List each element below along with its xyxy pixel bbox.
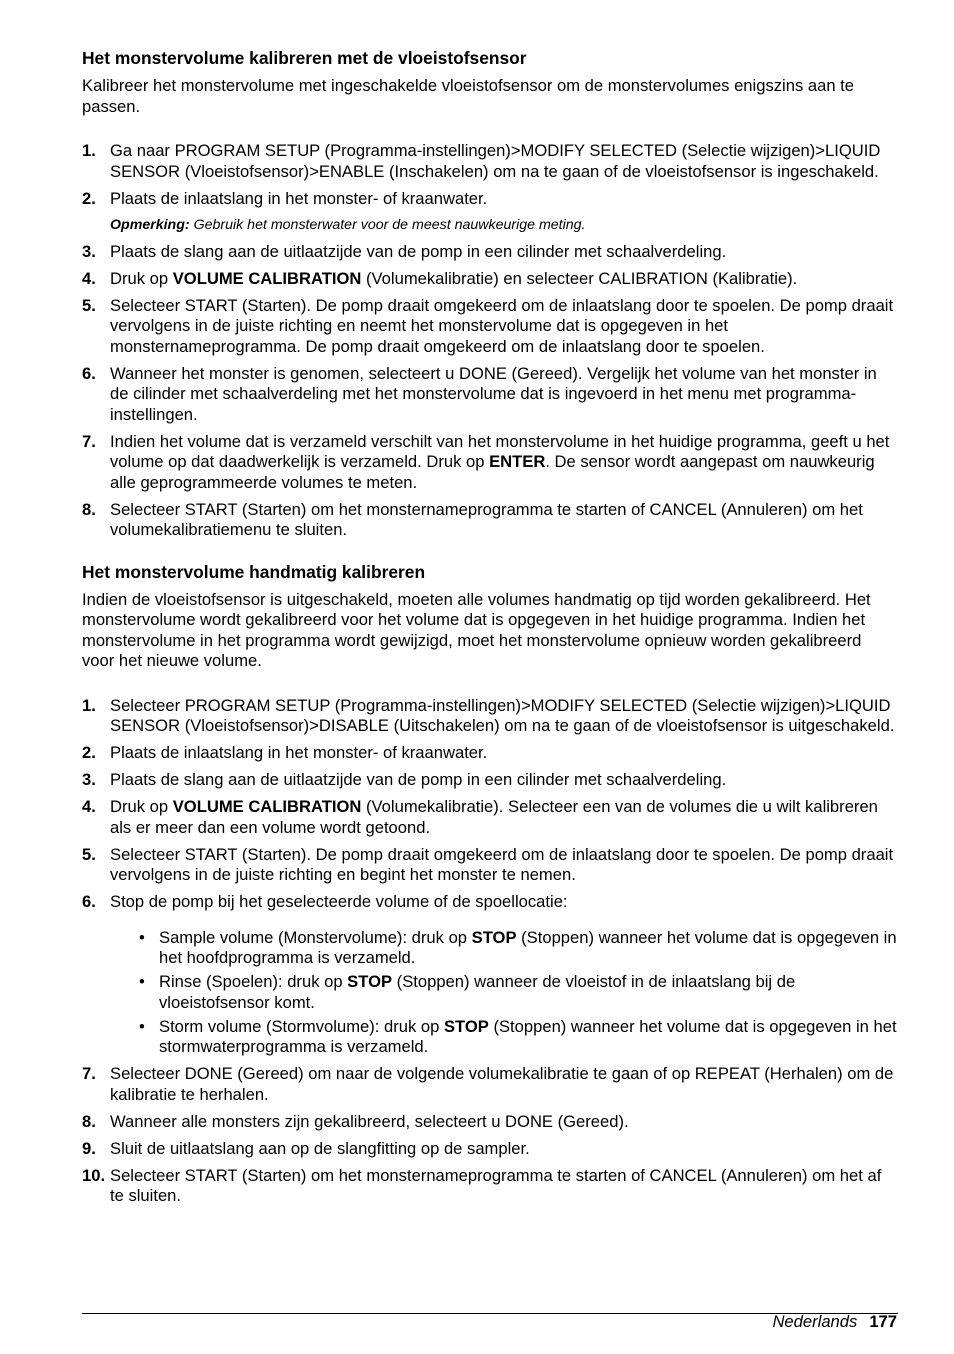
section-heading-liquid-sensor: Het monstervolume kalibreren met de vloeistofsensor <box>82 48 527 68</box>
step-text: Plaats de slang aan de uitlaatzijde van de pomp in een cilinder met schaalverdeling. <box>110 241 727 261</box>
list-item <box>82 500 898 541</box>
bullet-text-pre: Storm volume (Stormvolume): druk op <box>159 1016 444 1036</box>
step-text-post: (Volumekalibratie). Selecteer een van de volumes die u wilt kalibreren als er meer dan een volume wordt getoond. <box>110 797 878 837</box>
step-number: 2. <box>82 188 96 208</box>
step-text: Sluit de uitlaatslang aan op de slangfitting op de sampler. <box>110 1138 530 1158</box>
bullet-icon: • <box>139 972 145 991</box>
step-text: Plaats de inlaatslang in het monster- of kraanwater. <box>110 743 488 762</box>
bullet-text-pre: Rinse (Spoelen): druk op <box>159 972 348 991</box>
bullet-item <box>138 928 898 969</box>
list-item <box>82 269 898 290</box>
step-text: Selecteer START (Starten) om het monsternameprogramma te starten of CANCEL (Annuleren) om het af te sluiten. <box>110 1165 882 1205</box>
bullet-text-post: (Stoppen) wanneer het volume dat is opgegeven in het hoofdprogramma is verzameld. <box>159 927 897 967</box>
list-item <box>82 1064 898 1105</box>
step-number: 1. <box>82 695 96 715</box>
step-number: 6. <box>82 892 96 911</box>
bullet-text-bold: STOP <box>443 1016 489 1036</box>
step-text-bold: VOLUME CALIBRATION <box>172 268 362 288</box>
list-item <box>82 1139 898 1160</box>
page-number: 177 <box>869 1312 897 1331</box>
step-text-post: . De sensor wordt aangepast om nauwkeurig alle geprogrammeerde volumes te meten. <box>110 452 875 492</box>
step-text-pre: Druk op <box>110 797 173 816</box>
list-item <box>82 432 898 494</box>
step-text-pre: Indien het volume dat is verzameld verschilt van het monstervolume in het huidige programma, geeft u het volume op dat daadwerkelijk is verzameld. Druk op <box>110 431 890 471</box>
step-number: 3. <box>82 770 96 789</box>
bullet-text-bold: STOP <box>347 972 393 991</box>
step-number: 4. <box>82 797 96 816</box>
list-item <box>82 141 898 182</box>
step-text: Plaats de slang aan de uitlaatzijde van de pomp in een cilinder met schaalverdeling. <box>110 770 727 789</box>
step-text: Stop de pomp bij het geselecteerde volume of de spoellocatie: <box>110 892 568 911</box>
step-number: 8. <box>82 499 96 519</box>
step-number: 9. <box>82 1138 96 1158</box>
step-text: Selecteer DONE (Gereed) om naar de volgende volumekalibratie te gaan of op REPEAT (Herhalen) om de kalibratie te herhalen. <box>110 1064 894 1104</box>
page-footer <box>772 1312 897 1333</box>
step-number: 5. <box>82 844 96 864</box>
list-item <box>82 1166 898 1207</box>
list-item <box>82 797 898 838</box>
step-text: Plaats de inlaatslang in het monster- of kraanwater. <box>110 188 488 208</box>
bullet-item <box>138 1017 898 1058</box>
step-number: 10. <box>82 1165 106 1185</box>
list-item <box>82 364 898 426</box>
step-text: Selecteer START (Starten) om het monsternameprogramma te starten of CANCEL (Annuleren) om het volumekalibratiemenu te sluiten. <box>110 499 863 539</box>
note <box>82 216 898 234</box>
step-text: Selecteer START (Starten). De pomp draait omgekeerd om de inlaatslang door te spoelen. De pomp draait vervolgens in de juiste richting en neemt het monstervolume dat is opgegeven in het monsternameprogramma. De pomp draait omgekeerd om de inlaatslang door te spoelen. <box>110 295 894 356</box>
step-text: Ga naar PROGRAM SETUP (Programma-instellingen)>MODIFY SELECTED (Selectie wijzigen)>LIQUID SENSOR (Vloeistofsensor)>ENABLE (Inschakelen) om na te gaan of de vloeistofsensor is ingeschakeld. <box>110 141 881 181</box>
step-number: 7. <box>82 1064 96 1083</box>
section-intro: Indien de vloeistofsensor is uitgeschakeld, moeten alle volumes handmatig op tijd worden gekalibreerd. Het monstervolume wordt gekalibreerd voor het volume dat is opgegeven in het huidige programma. Indien het monstervolume in het programma wordt gewijzigd, moet het monstervolume opnieuw worden gekalibreerd voor het nieuwe volume. <box>82 589 871 670</box>
note-label: Opmerking: <box>110 216 190 233</box>
section-intro: Kalibreer het monstervolume met ingeschakelde vloeistofsensor om de monstervolumes enigszins aan te passen. <box>82 76 854 116</box>
step-text: Wanneer alle monsters zijn gekalibreerd, selecteert u DONE (Gereed). <box>110 1111 629 1131</box>
list-item <box>82 242 898 263</box>
list-item <box>82 845 898 886</box>
step-text: Selecteer START (Starten). De pomp draait omgekeerd om de inlaatslang door te spoelen. De pomp draait vervolgens in de juiste richting en begint het monster te nemen. <box>110 844 894 884</box>
list-item <box>82 696 898 737</box>
note-text: Gebruik het monsterwater voor de meest nauwkeurige meting. <box>189 216 586 233</box>
step-number: 5. <box>82 295 96 315</box>
page-content <box>82 47 898 1213</box>
step-text-bold: ENTER <box>489 452 546 471</box>
step-text-post: (Volumekalibratie) en selecteer CALIBRATION (Kalibratie). <box>361 268 798 288</box>
list-item <box>82 892 898 1058</box>
step-number: 6. <box>82 363 96 383</box>
list-item <box>82 743 898 764</box>
bullet-icon: • <box>139 1016 145 1036</box>
bullet-text-pre: Sample volume (Monstervolume): druk op <box>159 927 472 947</box>
step-list <box>82 141 898 541</box>
section-heading-manual: Het monstervolume handmatig kalibreren <box>82 561 426 582</box>
list-item <box>82 296 898 358</box>
step-number: 3. <box>82 241 96 261</box>
bullet-text-bold: STOP <box>471 927 517 947</box>
step-text: Wanneer het monster is genomen, selecteert u DONE (Gereed). Vergelijk het volume van het monster in de cilinder met schaalverdeling met het monstervolume dat is ingevoerd in het menu met programma-instellingen. <box>110 363 877 424</box>
list-item <box>82 189 898 210</box>
step-number: 4. <box>82 268 96 288</box>
list-item <box>82 1112 898 1133</box>
step-list <box>82 696 898 1207</box>
step-text-bold: VOLUME CALIBRATION <box>172 797 362 816</box>
step-text-pre: Druk op <box>110 268 173 288</box>
bullet-list <box>138 928 898 1058</box>
step-number: 1. <box>82 141 96 160</box>
bullet-item <box>138 972 898 1013</box>
bullet-text-post: (Stoppen) wanneer het volume dat is opgegeven in het stormwaterprogramma is verzameld. <box>159 1016 897 1056</box>
bullet-icon: • <box>139 927 145 947</box>
step-text: Selecteer PROGRAM SETUP (Programma-instellingen)>MODIFY SELECTED (Selectie wijzigen)>LIQUID SENSOR (Vloeistofsensor)>DISABLE (Uitschakelen) om na te gaan of de vloeistofsensor is uitgeschakeld. <box>110 695 895 735</box>
step-number: 8. <box>82 1111 96 1131</box>
list-item <box>82 770 898 791</box>
bullet-text-post: (Stoppen) wanneer de vloeistof in de inlaatslang bij de vloeistofsensor komt. <box>159 972 796 1012</box>
step-number: 2. <box>82 743 96 762</box>
footer-language: Nederlands <box>772 1312 858 1331</box>
step-number: 7. <box>82 431 96 451</box>
